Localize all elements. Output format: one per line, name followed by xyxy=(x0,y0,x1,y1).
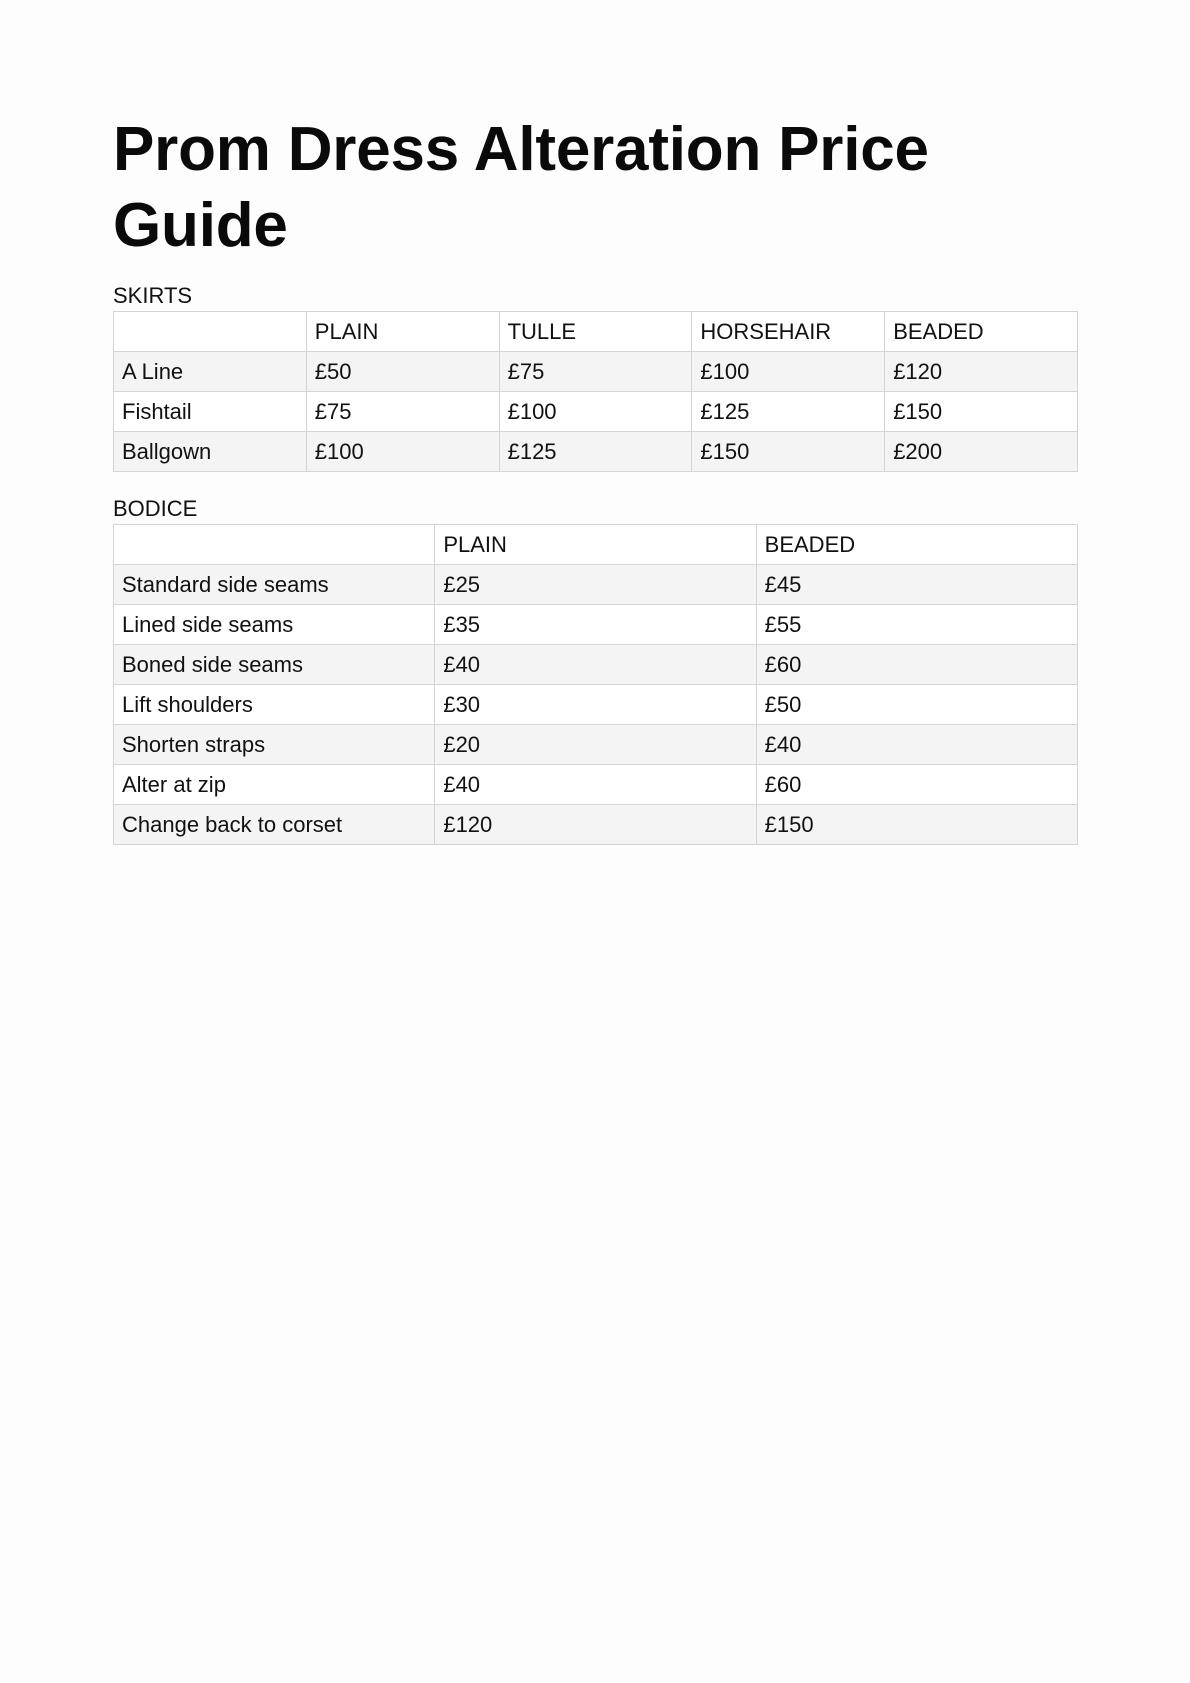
table-header-row xyxy=(114,525,1078,565)
page-title: Prom Dress Alteration Price Guide xyxy=(113,115,929,260)
price-cell: £75 xyxy=(499,352,692,392)
price-cell: £60 xyxy=(756,765,1077,805)
alteration-name: Alter at zip xyxy=(114,765,435,805)
price-cell: £60 xyxy=(756,645,1077,685)
table-row xyxy=(114,565,1078,605)
column-header-plain: PLAIN xyxy=(306,312,499,352)
alteration-name: Lined side seams xyxy=(114,605,435,645)
price-cell: £150 xyxy=(756,805,1077,845)
price-cell: £150 xyxy=(885,392,1078,432)
column-header-tulle: TULLE xyxy=(499,312,692,352)
price-cell: £45 xyxy=(756,565,1077,605)
price-cell: £100 xyxy=(692,352,885,392)
bodice-section-label: BODICE xyxy=(113,496,198,521)
price-cell: £20 xyxy=(435,725,756,765)
table-row xyxy=(114,645,1078,685)
alteration-name: Standard side seams xyxy=(114,565,435,605)
column-header-plain: PLAIN xyxy=(435,525,756,565)
price-cell: £50 xyxy=(306,352,499,392)
table-header-row xyxy=(114,312,1078,352)
price-cell: £35 xyxy=(435,605,756,645)
column-header-empty xyxy=(114,312,307,352)
price-cell: £25 xyxy=(435,565,756,605)
price-cell: £150 xyxy=(692,432,885,472)
price-cell: £125 xyxy=(499,432,692,472)
skirts-price-table xyxy=(113,311,1078,472)
alteration-name: Boned side seams xyxy=(114,645,435,685)
skirt-style-name: A Line xyxy=(114,352,307,392)
table-row xyxy=(114,805,1078,845)
price-cell: £125 xyxy=(692,392,885,432)
skirts-section-label: SKIRTS xyxy=(113,283,193,308)
price-cell: £100 xyxy=(306,432,499,472)
column-header-horsehair: HORSEHAIR xyxy=(692,312,885,352)
price-cell: £120 xyxy=(885,352,1078,392)
alteration-name: Change back to corset xyxy=(114,805,435,845)
price-cell: £100 xyxy=(499,392,692,432)
table-row xyxy=(114,392,1078,432)
alteration-name: Lift shoulders xyxy=(114,685,435,725)
price-cell: £40 xyxy=(435,645,756,685)
table-row xyxy=(114,685,1078,725)
table-row xyxy=(114,765,1078,805)
price-cell: £55 xyxy=(756,605,1077,645)
price-cell: £120 xyxy=(435,805,756,845)
table-row xyxy=(114,725,1078,765)
price-cell: £30 xyxy=(435,685,756,725)
skirt-style-name: Fishtail xyxy=(114,392,307,432)
table-row xyxy=(114,432,1078,472)
alteration-name: Shorten straps xyxy=(114,725,435,765)
price-cell: £40 xyxy=(435,765,756,805)
price-cell: £200 xyxy=(885,432,1078,472)
column-header-beaded: BEADED xyxy=(885,312,1078,352)
skirt-style-name: Ballgown xyxy=(114,432,307,472)
price-cell: £75 xyxy=(306,392,499,432)
bodice-price-table xyxy=(113,524,1078,845)
table-row xyxy=(114,605,1078,645)
table-row xyxy=(114,352,1078,392)
price-cell: £40 xyxy=(756,725,1077,765)
column-header-beaded: BEADED xyxy=(756,525,1077,565)
column-header-empty xyxy=(114,525,435,565)
price-cell: £50 xyxy=(756,685,1077,725)
